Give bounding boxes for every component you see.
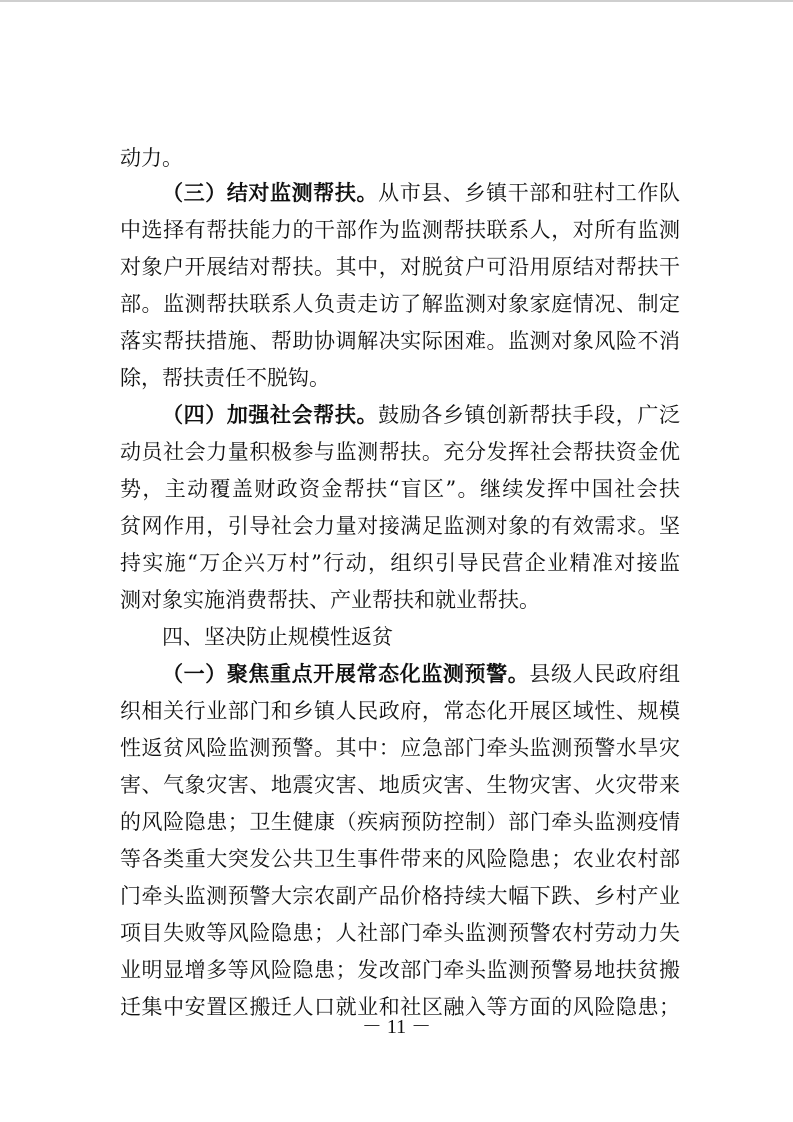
text-line: 织相关行业部门和乡镇人民政府，常态化开展区域性、规模 <box>120 699 680 723</box>
text-line: 持实施“万企兴万村”行动，组织引导民营企业精准对接监 <box>120 551 680 575</box>
text-line: 鼓励各乡镇创新帮扶手段，广泛 <box>378 403 680 427</box>
text-line: 势，主动覆盖财政资金帮扶“盲区”。继续发挥中国社会扶 <box>120 477 680 501</box>
text-line: 迁集中安置区搬迁人口就业和社区融入等方面的风险隐患； <box>120 995 680 1019</box>
text-line: 除，帮扶责任不脱钩。 <box>120 366 330 390</box>
text-line: 动力。 <box>120 146 183 170</box>
section-heading: 四、坚决防止规模性返贫 <box>162 625 393 649</box>
text-line: 害、气象灾害、地震灾害、地质灾害、生物灾害、火灾带来 <box>120 773 680 797</box>
text-line: 贫网作用，引导社会力量对接满足监测对象的有效需求。坚 <box>120 514 680 538</box>
text-line: 从市县、乡镇干部和驻村工作队 <box>378 181 680 205</box>
subsection-heading-four: （四）加强社会帮扶。 <box>162 402 379 427</box>
text-line: 门牵头监测预警大宗农副产品价格持续大幅下跌、乡村产业 <box>120 884 680 908</box>
text-line: 等各类重大突发公共卫生事件带来的风险隐患；农业农村部 <box>120 847 680 871</box>
subsection-heading-one: （一）聚焦重点开展常态化监测预警。 <box>162 661 530 686</box>
text-line: 测对象实施消费帮扶、产业帮扶和就业帮扶。 <box>120 588 540 612</box>
page-number: － 11 － <box>361 1016 432 1038</box>
paragraph-continuation <box>120 139 680 177</box>
text-line: 的风险隐患；卫生健康（疾病预防控制）部门牵头监测疫情 <box>120 810 680 834</box>
paragraph-four-first-line <box>162 396 680 434</box>
paragraph-three-first-line <box>162 174 680 212</box>
text-line: 动员社会力量积极参与监测帮扶。充分发挥社会帮扶资金优 <box>120 440 680 464</box>
text-line: 性返贫风险监测预警。其中：应急部门牵头监测预警水旱灾 <box>120 736 680 760</box>
text-line: 项目失败等风险隐患；人社部门牵头监测预警农村劳动力失 <box>120 921 680 945</box>
text-line: 落实帮扶措施、帮助协调解决实际困难。监测对象风险不消 <box>120 329 680 353</box>
text-line: 对象户开展结对帮扶。其中，对脱贫户可沿用原结对帮扶干 <box>120 255 680 279</box>
text-line: 部。监测帮扶联系人负责走访了解监测对象家庭情况、制定 <box>120 292 680 316</box>
text-line: 县级人民政府组 <box>529 662 680 686</box>
subsection-heading-three: （三）结对监测帮扶。 <box>162 180 379 205</box>
text-line: 业明显增多等风险隐患；发改部门牵头监测预警易地扶贫搬 <box>120 958 680 982</box>
paragraph-one-first-line <box>162 655 680 693</box>
text-line: 中选择有帮扶能力的干部作为监测帮扶联系人，对所有监测 <box>120 218 680 242</box>
